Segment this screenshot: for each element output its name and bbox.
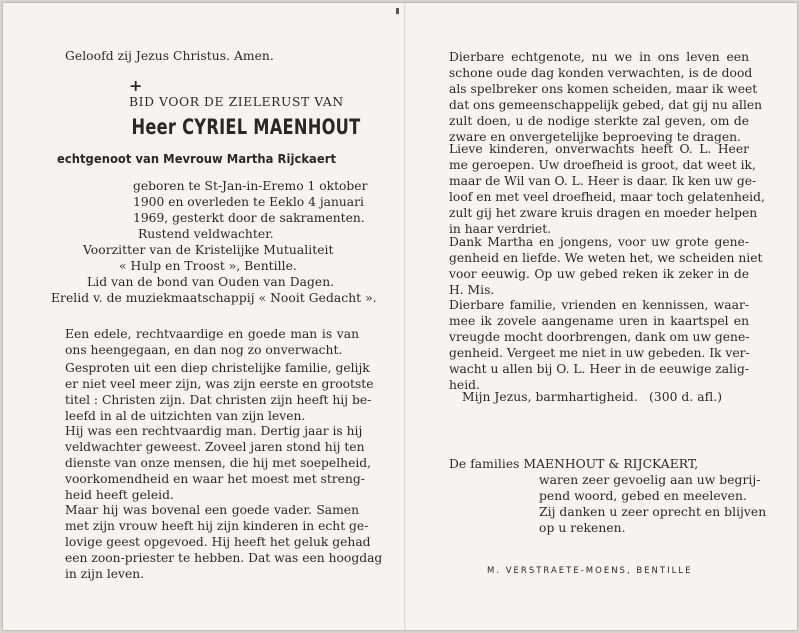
title-line: Lid van de bond van Ouden van Dagen. bbox=[87, 275, 335, 289]
text-line: als spelbreker ons komen scheiden, maar ik weet bbox=[449, 82, 758, 96]
text-line: wacht u allen bij O. L. Heer in de eeuwige zalig- bbox=[449, 362, 749, 376]
text-line: Lieve kinderen, onverwachts heeft O. L. Heer bbox=[449, 142, 749, 156]
thanks-line: pend woord, gebed en meeleven. bbox=[539, 489, 747, 503]
invocation: Geloofd zij Jezus Christus. Amen. bbox=[65, 49, 274, 63]
text-line: dienste van onze mensen, die hij met soepelheid, bbox=[65, 456, 372, 470]
text-line: zult doen, u de nodige sterkte zal geven, om de bbox=[449, 114, 749, 128]
text-line: heid heeft geleid. bbox=[65, 488, 174, 502]
text-line: Een edele, rechtvaardige en goede man is van bbox=[65, 327, 359, 341]
text-line: zult gij het zware kruis dragen en moeder helpen bbox=[449, 206, 758, 220]
title-line: Erelid v. de muziekmaatschappij « Nooit Gedacht ». bbox=[51, 291, 377, 305]
prayer-heading: BID VOOR DE ZIELERUST VAN bbox=[129, 95, 344, 109]
thanks-line: op u rekenen. bbox=[539, 521, 626, 535]
text-line: in zijn leven. bbox=[65, 567, 145, 581]
cross-icon: + bbox=[129, 76, 143, 95]
deceased-name: Heer CYRIEL MAENHOUT bbox=[131, 115, 361, 139]
text-line: voorkomendheid en waar het moest met streng- bbox=[65, 472, 365, 486]
text-line: genheid en liefde. We weten het, we scheiden niet bbox=[449, 251, 763, 265]
text-line: zware en onvergetelijke beproeving te dragen. bbox=[449, 130, 741, 144]
paragraph bbox=[449, 141, 765, 237]
text-line: ons heengegaan, en dan nog zo onverwacht. bbox=[65, 343, 343, 357]
text-line: leefd in al de uitzichten van zijn leven. bbox=[65, 409, 306, 423]
center-fold bbox=[404, 3, 406, 630]
text-line: dat ons gemeenschappelijk gebed, dat gij nu allen bbox=[449, 98, 763, 112]
text-line: voor eeuwig. Op uw gebed reken ik zeker in de bbox=[449, 267, 749, 281]
text-line: Gesproten uit een diep christelijke familie, gelijk bbox=[65, 361, 370, 375]
text-line: in haar verdriet. bbox=[449, 222, 552, 236]
families-intro: De families MAENHOUT & RIJCKAERT, bbox=[449, 457, 699, 471]
paragraph bbox=[449, 297, 749, 393]
paragraph bbox=[449, 234, 763, 298]
text-line: met zijn vrouw heeft hij zijn kinderen in echt ge- bbox=[65, 519, 369, 533]
text-line: vreugde mocht doorbrengen, dank om uw gene- bbox=[449, 330, 750, 344]
text-line: me geroepen. Uw droefheid is groot, dat weet ik, bbox=[449, 158, 756, 172]
birth-death-paragraph bbox=[133, 178, 368, 226]
text-line: 1969, gesterkt door de sakramenten. bbox=[133, 211, 365, 225]
text-line: veldwachter geweest. Zoveel jaren stond hij ten bbox=[65, 440, 365, 454]
text-line: Dierbare echtgenote, nu we in ons leven een bbox=[449, 50, 749, 64]
ejaculation-prayer: Mijn Jezus, barmhartigheid. bbox=[462, 390, 638, 404]
memorial-card bbox=[3, 3, 797, 630]
text-line: maar de Wil van O. L. Heer is daar. Ik ken uw ge- bbox=[449, 174, 757, 188]
text-line: een zoon-priester te hebben. Dat was een hoogdag bbox=[65, 551, 383, 565]
text-line: Dank Martha en jongens, voor uw grote gene- bbox=[449, 235, 749, 249]
staple-mark bbox=[396, 8, 399, 14]
text-line: geboren te St-Jan-in-Eremo 1 oktober bbox=[133, 179, 368, 193]
text-line: lovige geest opgevoed. Hij heeft het geluk gehad bbox=[65, 535, 371, 549]
indulgence-note: (300 d. afl.) bbox=[649, 390, 723, 404]
text-line: genheid. Vergeet me niet in uw gebeden. Ik ver- bbox=[449, 346, 750, 360]
text-line: Dierbare familie, vrienden en kennissen, waar- bbox=[449, 298, 749, 312]
title-line: Voorzitter van de Kristelijke Mutualiteit bbox=[83, 243, 334, 257]
paragraph bbox=[449, 49, 763, 145]
text-line: mee ik zovele aangename uren in kaartspel en bbox=[449, 314, 749, 328]
text-line: Hij was een rechtvaardig man. Dertig jaar is hij bbox=[65, 424, 363, 438]
spouse-line: echtgenoot van Mevrouw Martha Rijckaert bbox=[57, 151, 337, 166]
text-line: H. Mis. bbox=[449, 283, 495, 297]
text-line: loof en met veel droefheid, maar toch gelatenheid, bbox=[449, 190, 765, 204]
text-line: Maar hij was bovenal een goede vader. Samen bbox=[65, 503, 359, 517]
printer-credit: M. VERSTRAETE-MOENS, BENTILLE bbox=[487, 566, 693, 576]
text-line: titel : Christen zijn. Dat christen zijn heeft hij be- bbox=[65, 393, 372, 407]
text-line: heid. bbox=[449, 378, 480, 392]
thanks-line: Zij danken u zeer oprecht en blijven bbox=[539, 505, 767, 519]
paragraph bbox=[65, 502, 383, 582]
title-line: Rustend veldwachter. bbox=[138, 227, 274, 241]
paragraph bbox=[65, 360, 374, 424]
text-line: er niet veel meer zijn, was zijn eerste en grootste bbox=[65, 377, 374, 391]
text-line: schone oude dag konden verwachten, is de dood bbox=[449, 66, 753, 80]
title-line: « Hulp en Troost », Bentille. bbox=[119, 259, 297, 273]
text-line: 1900 en overleden te Eeklo 4 januari bbox=[133, 195, 364, 209]
paragraph bbox=[65, 423, 372, 503]
paragraph bbox=[65, 326, 359, 358]
thanks-line: waren zeer gevoelig aan uw begrij- bbox=[539, 473, 761, 487]
